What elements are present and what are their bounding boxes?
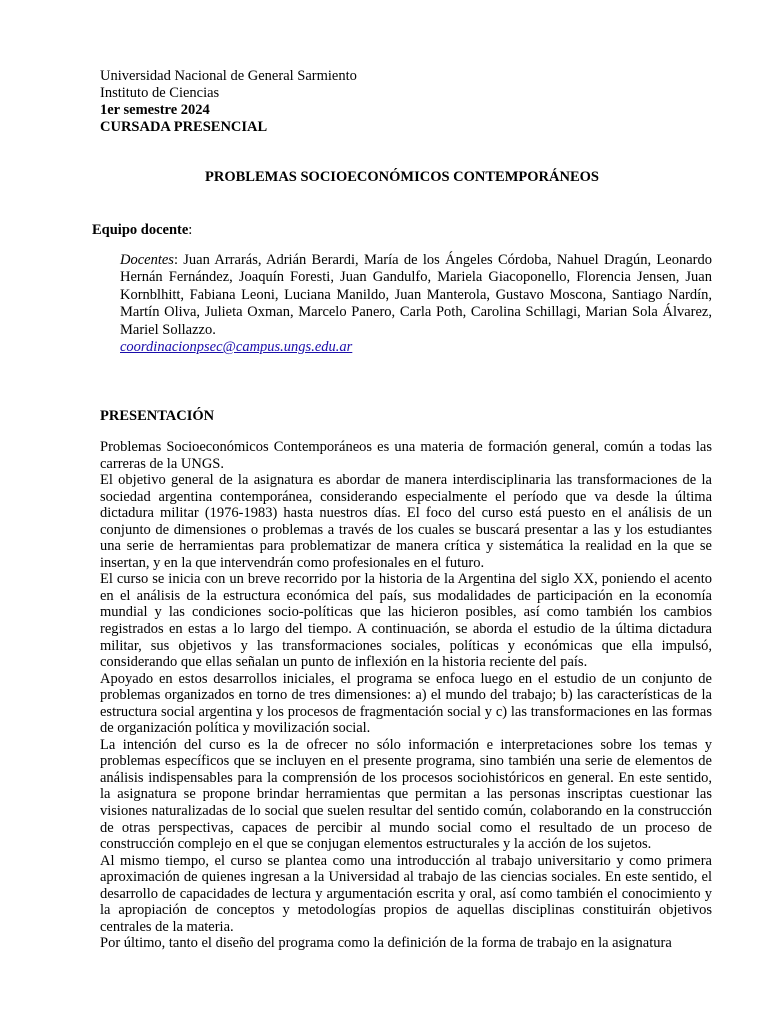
presentation-heading: PRESENTACIÓN (100, 408, 215, 424)
document-header (100, 68, 357, 136)
presentation-paragraph: El objetivo general de la asignatura es abordar de manera interdisciplinaria las transformaciones de la sociedad argentina contemporánea, considerando especialmente el período que va desde la última dictadura militar (1976-1983) hasta nuestros días. El foco del curso está puesto en el análisis de un conjunto de dimensiones o problemas a través de los cuales se buscará presentar a las y los estudiantes una serie de herramientas para problematizar de manera crítica y sistemática la realidad en la que se insertan, y en la que intervendrán como profesionales en el futuro. (100, 472, 712, 571)
presentation-body (100, 439, 712, 952)
presentation-paragraph: Problemas Socioeconómicos Contemporáneos es una materia de formación general, común a todas las carreras de la UNGS. (100, 439, 712, 472)
presentation-paragraph: Al mismo tiempo, el curso se plantea como una introducción al trabajo universitario y como primera aproximación de quienes ingresan a la Universidad al trabajo de las ciencias sociales. En este sentido, el desarrollo de capacidades de lectura y argumentación escrita y oral, así como también el conocimiento y la apropiación de conceptos y metodologías propios de aquellas disciplinas constituirán objetivos centrales de la materia. (100, 852, 712, 935)
team-heading-label: Equipo docente (92, 222, 189, 238)
docentes-label: Docentes (120, 252, 174, 268)
team-heading (92, 222, 192, 239)
team-heading-colon: : (188, 222, 193, 238)
modality-label: CURSADA PRESENCIAL (100, 119, 268, 135)
institute-name: Instituto de Ciencias (100, 85, 220, 101)
university-name: Universidad Nacional de General Sarmiento (100, 68, 357, 84)
docentes-names: : Juan Arrarás, Adrián Berardi, María de los Ángeles Córdoba, Nahuel Dragún, Leonardo Hernán Fernández, Joaquín Foresti, Juan Gandulfo, Mariela Giacoponello, Florencia Jensen, Juan Kornblhitt, Fabiana Leoni, Luciana Manildo, Juan Manterola, Gustavo Moscona, Santiago Nardín, Martín Oliva, Julieta Oxman, Marcelo Panero, Carla Poth, Carolina Schillagi, Marian Sola Álvarez, Mariel Sollazzo. (120, 252, 712, 338)
presentation-paragraph: Apoyado en estos desarrollos iniciales, el programa se enfoca luego en el estudio de un conjunto de problemas organizados en torno de tres dimensiones: a) el mundo del trabajo; b) las características de la estructura social argentina y los procesos de fragmentación social y c) las transformaciones en las formas de organización política y movilización social. (100, 670, 712, 737)
presentation-paragraph: La intención del curso es la de ofrecer no sólo información e interpretaciones sobre los temas y problemas específicos que se incluyen en el presente programa, sino también una serie de elementos de análisis indispensables para la comprensión de los procesos sociohistóricos en general. En este sentido, la asignatura se propone brindar herramientas que permitan a las personas inscriptas cuestionar las visiones naturalizadas de lo social que suelen resultar del sentido común, colaborando en la construcción de otras perspectivas, capaces de percibir al mundo social como el resultado de un proceso de construcción complejo en el que se conjugan elementos estructurales y la acción de los sujetos. (100, 736, 712, 853)
semester-label: 1er semestre 2024 (100, 102, 210, 118)
course-title: PROBLEMAS SOCIOECONÓMICOS CONTEMPORÁNEOS (205, 169, 599, 185)
presentation-paragraph: El curso se inicia con un breve recorrido por la historia de la Argentina del siglo XX, poniendo el acento en el análisis de la estructura económica del país, sus modalidades de participación en la economía mundial y las condiciones socio-políticas que las hicieron posibles, así como también los cambios registrados en estas a lo largo del tiempo. A continuación, se aborda el estudio de la última dictadura militar, sus objetivos y las transformaciones sociales, políticas y económicas que ella impulsó, considerando que ellas señalan un punto de inflexión en la historia reciente del país. (100, 571, 712, 671)
presentation-paragraph: Por último, tanto el diseño del programa como la definición de la forma de trabajo en la asignatura (100, 935, 672, 952)
coordination-email-link[interactable]: coordinacionpsec@campus.ungs.edu.ar (120, 339, 353, 356)
docentes-block (120, 252, 712, 356)
